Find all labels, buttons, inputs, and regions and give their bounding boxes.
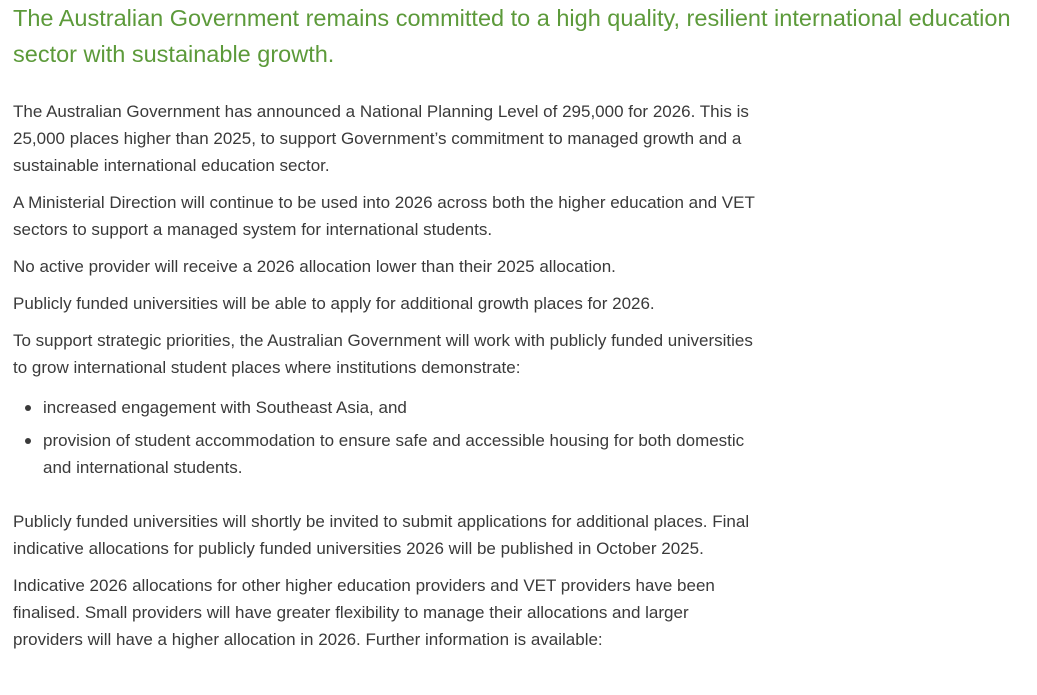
list-item	[43, 394, 761, 421]
paragraph-growth-places: Publicly funded universities will be able to apply for additional growth places for 2026.	[13, 294, 655, 313]
list-item	[43, 427, 761, 481]
priorities-list	[13, 394, 761, 481]
paragraph-active-provider: No active provider will receive a 2026 allocation lower than their 2025 allocation.	[13, 257, 616, 276]
bullet-dot	[25, 438, 31, 444]
page-heading: The Australian Government remains committed to a high quality, resilient international education sector with sustainable growth.	[13, 5, 1011, 67]
article-body	[13, 98, 761, 663]
paragraph-ministerial-direction: A Ministerial Direction will continue to be used into 2026 across both the higher education and VET sectors to support a managed system for international students.	[13, 193, 755, 239]
paragraph-indicative-allocations: Indicative 2026 allocations for other higher education providers and VET providers have been finalised. Small providers will have greater flexibility to manage their allocations and larger providers will have a higher allocation in 2026. Further information is available:	[13, 576, 715, 649]
paragraph-strategic-priorities: To support strategic priorities, the Australian Government will work with publicly funded universities to grow international student places where institutions demonstrate:	[13, 331, 753, 377]
bullet-dot	[25, 405, 31, 411]
list-item-text: provision of student accommodation to ensure safe and accessible housing for both domestic and international students.	[43, 431, 745, 477]
paragraph-planning-level: The Australian Government has announced a National Planning Level of 295,000 for 2026. This is 25,000 places higher than 2025, to support Government’s commitment to managed growth and a sustainable international education sector.	[13, 102, 749, 175]
list-item-text: increased engagement with Southeast Asia, and	[43, 398, 407, 417]
paragraph-applications: Publicly funded universities will shortly be invited to submit applications for additional places. Final indicative allocations for publicly funded universities 2026 will be published in October 2025.	[13, 512, 750, 558]
